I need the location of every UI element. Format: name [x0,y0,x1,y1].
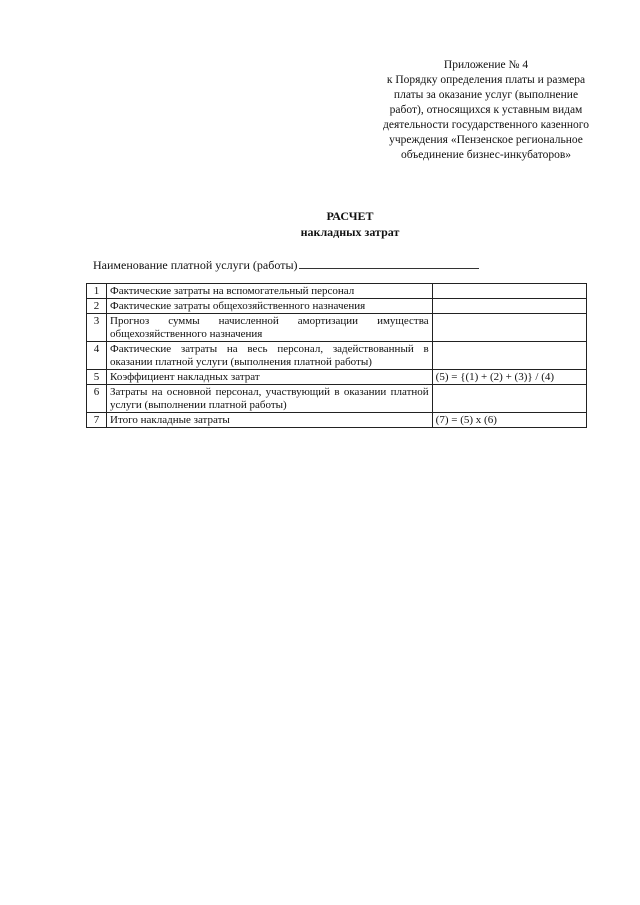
row-value-cell[interactable] [432,314,586,342]
title-main: РАСЧЕТ [326,209,374,223]
overhead-calculation-table [86,283,587,428]
row-value-cell[interactable] [432,284,586,299]
appendix-line: учреждения «Пензенское региональное [389,134,583,146]
service-name-blank[interactable] [299,256,479,269]
row-value-cell[interactable] [432,342,586,370]
row-description: Фактические затраты на весь персонал, задействованный в оказании платной услуги (выполнения платной работы) [107,342,433,370]
title-sub: накладных затрат [300,225,400,239]
table-row [87,385,587,413]
appendix-line: объединение бизнес-инкубаторов» [400,149,572,161]
row-description: Затраты на основной персонал, участвующий в оказании платной услуги (выполнении платной работы) [107,385,433,413]
row-value-cell[interactable] [432,385,586,413]
row-number: 2 [87,299,107,314]
row-description: Итого накладные затраты [107,413,433,428]
row-number: 1 [87,284,107,299]
row-description: Коэффициент накладных затрат [107,370,433,385]
row-number: 6 [87,385,107,413]
table-row [87,284,587,299]
row-description: Фактические затраты на вспомогательный персонал [107,284,433,299]
table-row [87,299,587,314]
row-formula: (7) = (5) х (6) [432,413,586,428]
row-description: Прогноз суммы начисленной амортизации имущества общехозяйственного назначения [107,314,433,342]
appendix-line: Приложение № 4 [443,59,529,71]
appendix-line: платы за оказание услуг (выполнение [393,89,579,101]
row-description: Фактические затраты общехозяйственного назначения [107,299,433,314]
table-row [87,342,587,370]
appendix-line: к Порядку определения платы и размера [386,74,586,86]
service-name-label: Наименование платной услуги (работы) [93,258,298,272]
row-number: 3 [87,314,107,342]
service-name-field [93,256,479,273]
appendix-line: работ), относящихся к уставным видам [389,104,583,116]
appendix-note [362,58,610,163]
table-row [87,314,587,342]
row-value-cell[interactable] [432,299,586,314]
document-title [0,208,640,240]
row-number: 4 [87,342,107,370]
table-row [87,413,587,428]
row-number: 7 [87,413,107,428]
row-number: 5 [87,370,107,385]
appendix-line: деятельности государственного казенного [383,119,589,131]
row-formula: (5) = {(1) + (2) + (3)} / (4) [432,370,586,385]
table-row [87,370,587,385]
